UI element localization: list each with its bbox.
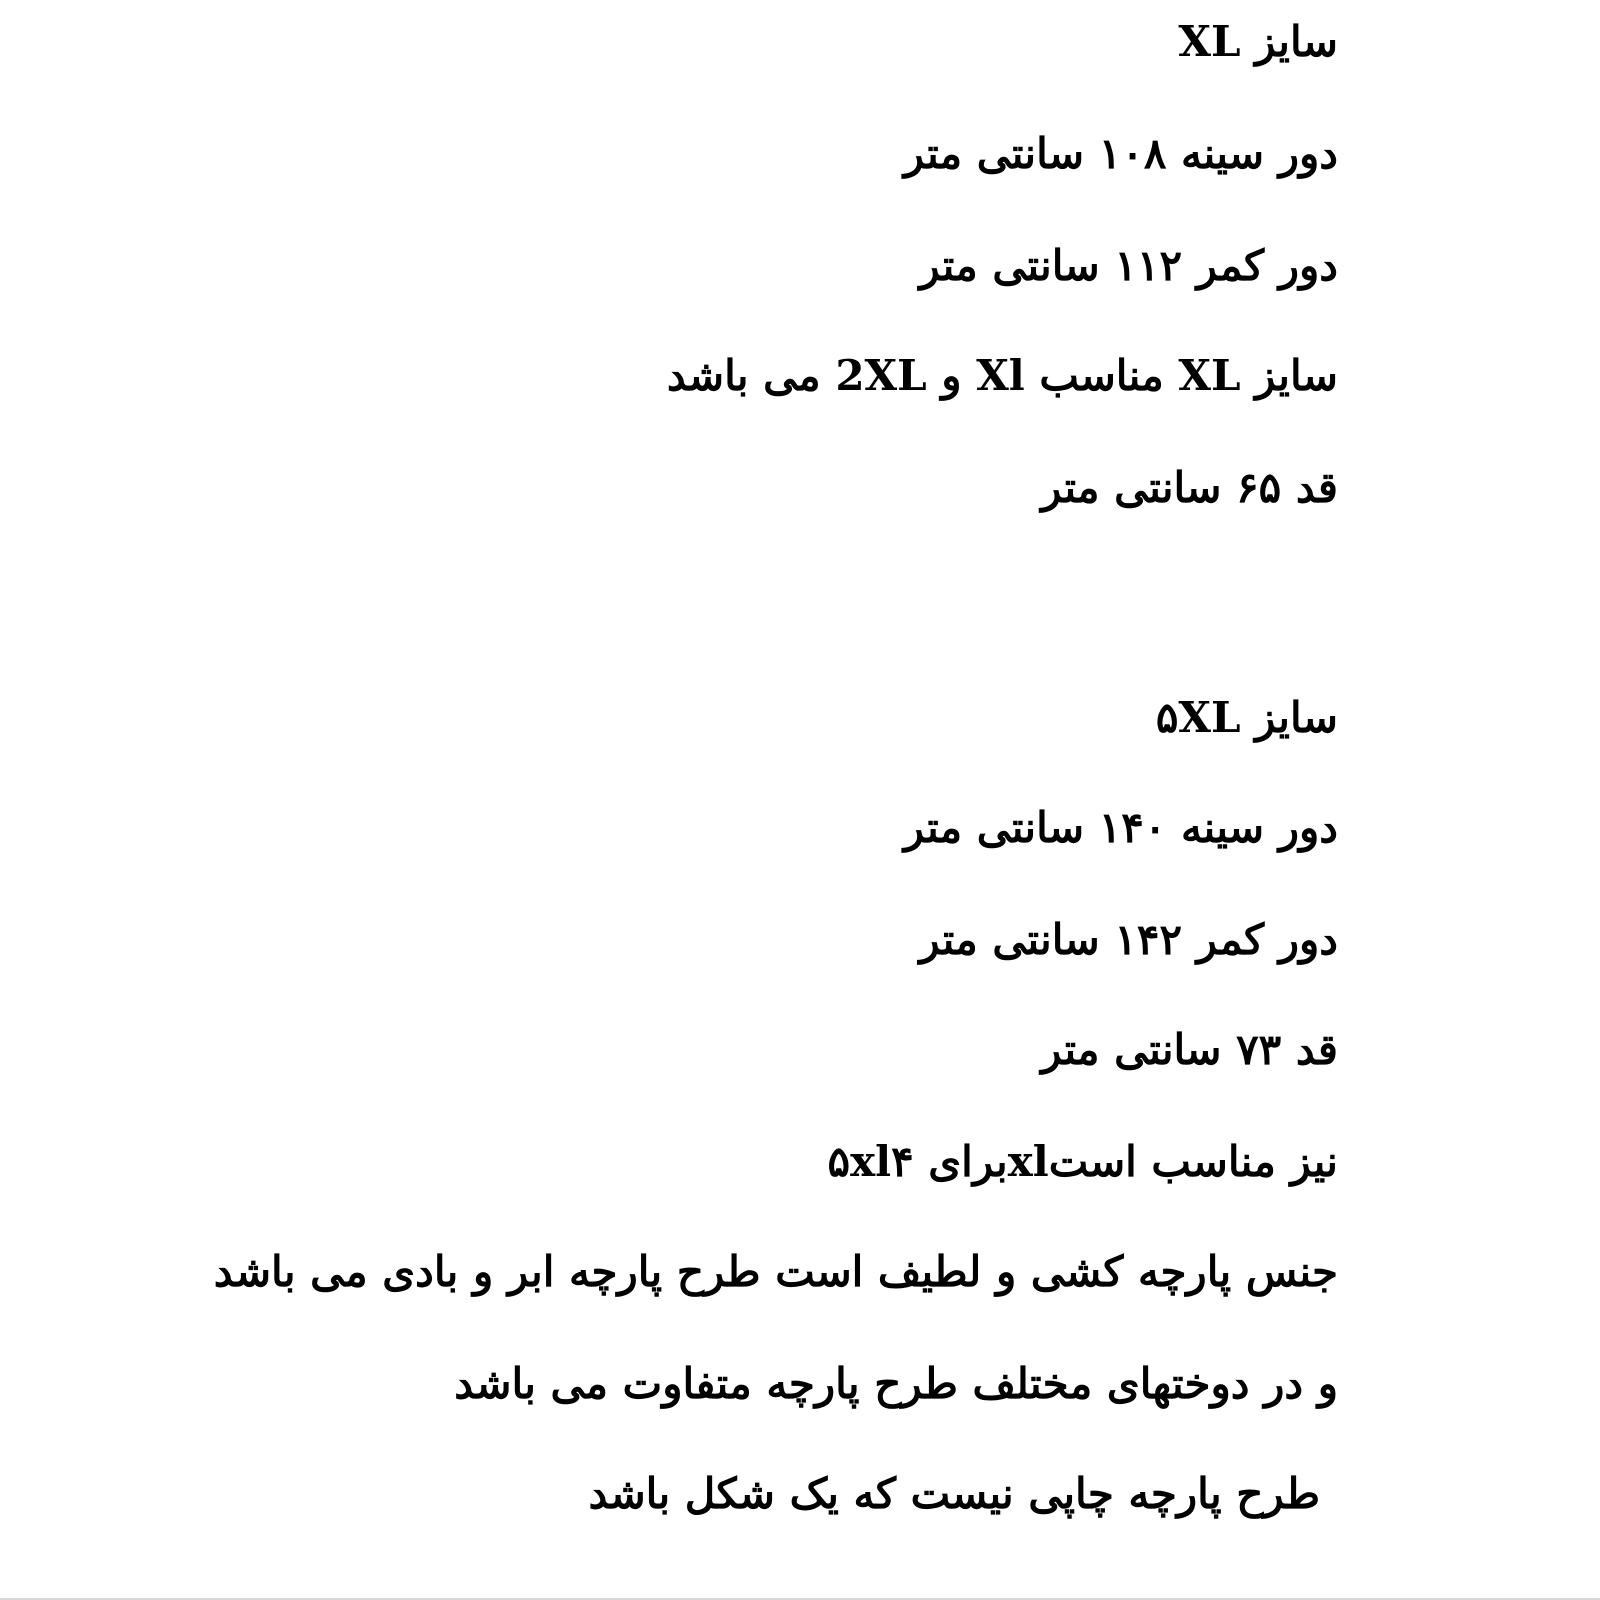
size-5xl-fit-note: ۵xlبرای ۴xlنیز مناسب است bbox=[827, 1137, 1338, 1186]
fabric-note-line: جنس پارچه کشی و لطیف است طرح پارچه ابر و بادی می باشد bbox=[213, 1247, 1338, 1296]
size-xl-chest: دور سینه ۱۰۸ سانتی متر bbox=[903, 129, 1338, 178]
size-5xl-chest: دور سینه ۱۴۰ سانتی متر bbox=[903, 803, 1338, 852]
size-xl-heading: سایز XL bbox=[1178, 17, 1338, 66]
fabric-note-line: و در دوختهای مختلف طرح پارچه متفاوت می باشد bbox=[454, 1359, 1338, 1408]
size-xl-fit-note: سایز XL مناسب Xl و 2XL می باشد bbox=[666, 351, 1338, 400]
size-5xl-waist: دور کمر ۱۴۲ سانتی متر bbox=[919, 915, 1338, 964]
size-5xl-length: قد ۷۳ سانتی متر bbox=[1041, 1025, 1338, 1074]
size-5xl-heading: سایز ۵XL bbox=[1155, 693, 1338, 742]
size-xl-length: قد ۶۵ سانتی متر bbox=[1041, 463, 1338, 512]
size-xl-waist: دور کمر ۱۱۲ سانتی متر bbox=[919, 241, 1338, 290]
fabric-note-line: طرح پارچه چاپی نیست که یک شکل باشد bbox=[588, 1469, 1320, 1518]
